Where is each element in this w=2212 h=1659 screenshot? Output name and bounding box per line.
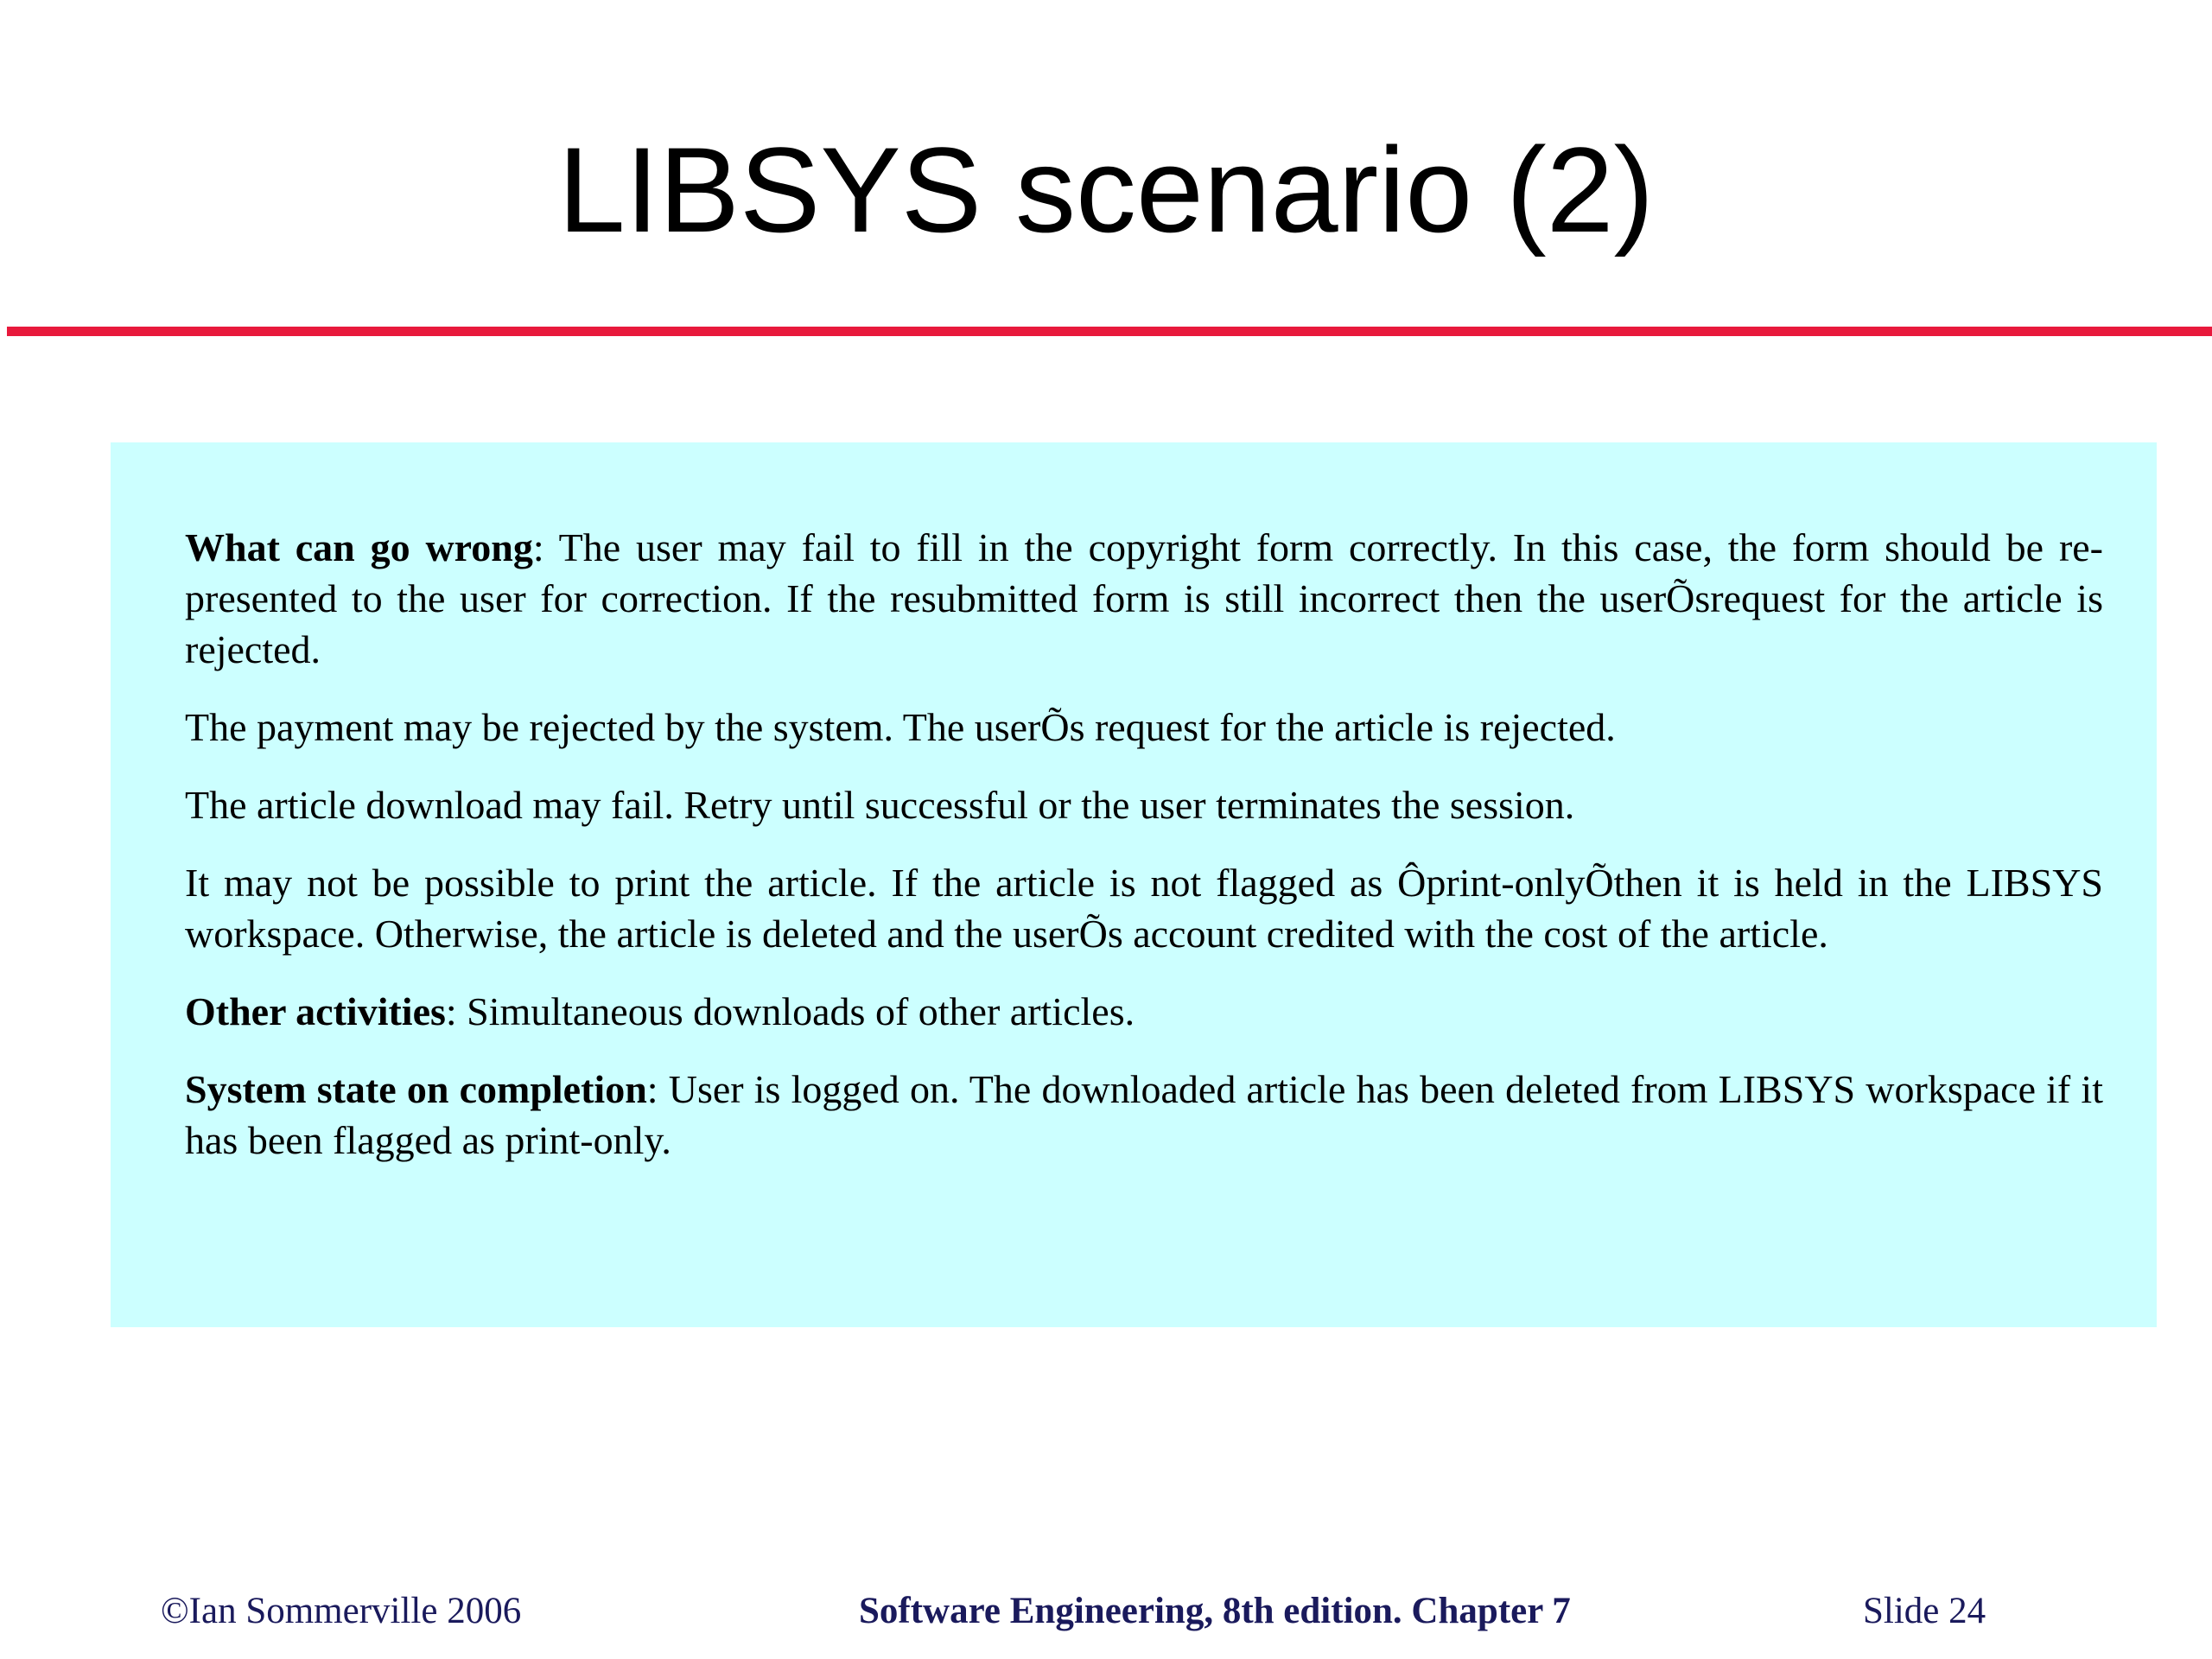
other-activities-label: Other activities [185, 989, 446, 1033]
what-can-go-wrong-text: : The user may fail to fill in the copyright form correctly. In this case, the form should be re-presented to the user for correction. If the resubmitted form is still incorrect then the userÕsrequest for the article is rejected. [185, 525, 2103, 671]
scenario-content-box [111, 442, 2157, 1327]
scenario-text [185, 522, 2103, 1192]
title-divider [7, 327, 2212, 336]
system-state-label: System state on completion [185, 1067, 647, 1111]
footer-copyright: ©Ian Sommerville 2006 [161, 1591, 522, 1631]
what-can-go-wrong-label: What can go wrong [185, 525, 533, 569]
other-activities-text: : Simultaneous downloads of other articles. [445, 989, 1135, 1033]
footer-slide-number: Slide 24 [1863, 1591, 1986, 1631]
paragraph-other-activities [185, 986, 2103, 1037]
paragraph-print-failure: It may not be possible to print the article. If the article is not flagged as Ôprint-onlyÕthen it is held in the LIBSYS workspace. Otherwise, the article is deleted and the userÕs account credited with the cost of the article. [185, 861, 2103, 956]
paragraph-download-fail: The article download may fail. Retry until successful or the user terminates the session. [185, 783, 1575, 827]
system-state-text: : User is logged on. The downloaded article has been deleted from LIBSYS workspace if it has been flagged as print-only. [185, 1067, 2103, 1162]
footer-book-title: Software Engineering, 8th edition. Chapter 7 [859, 1591, 1571, 1631]
slide-title: LIBSYS scenario (2) [557, 122, 1655, 257]
paragraph-what-can-go-wrong [185, 522, 2103, 675]
paragraph-payment-rejected: The payment may be rejected by the system. The userÕs request for the article is rejected. [185, 705, 1616, 749]
paragraph-system-state [185, 1064, 2103, 1166]
